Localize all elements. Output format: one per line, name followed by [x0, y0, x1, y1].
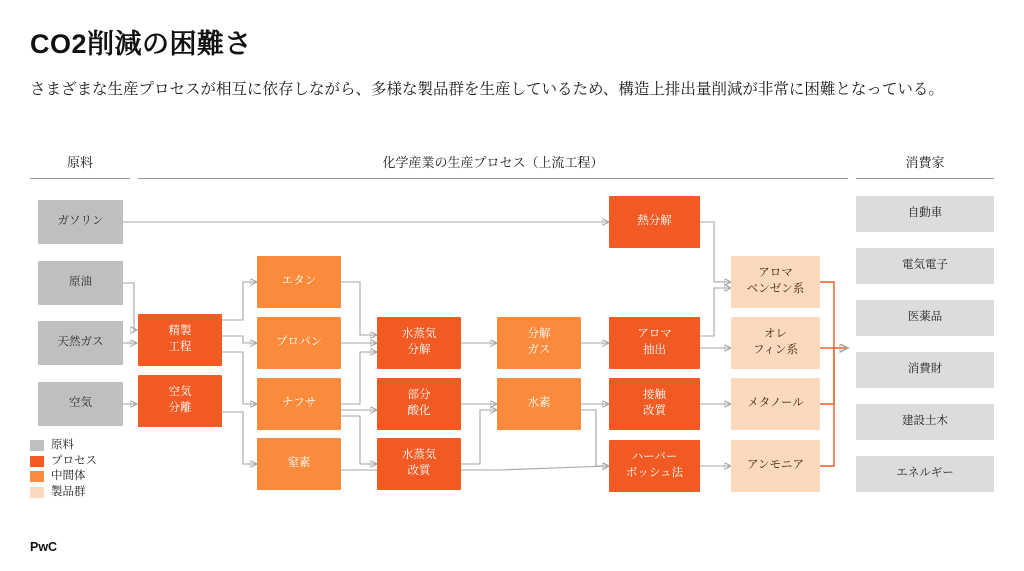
node-label: 建設土木	[902, 415, 948, 428]
node-intermediate-naphtha[interactable]	[257, 378, 341, 430]
node-process-steam-reforming[interactable]	[377, 438, 461, 490]
node-label-line1: 水蒸気	[401, 328, 437, 341]
node-label-line2: 改質	[407, 465, 431, 477]
node-label: 空気	[69, 397, 92, 410]
page-subtitle: さまざまな生産プロセスが相互に依存しながら、多様な製品群を生産しているため、構造上排出量削減が非常に困難となっている。	[30, 81, 944, 98]
node-label: 自動車	[907, 207, 943, 220]
node-label-line1: 分解	[527, 328, 551, 341]
node-raw-air[interactable]	[38, 382, 123, 426]
node-label: 窒素	[287, 457, 311, 470]
node-label: ナフサ	[281, 397, 317, 410]
node-label: 電気電子	[902, 259, 948, 272]
node-label: プロパン	[276, 336, 322, 349]
node-label-line2: ベンゼン系	[746, 283, 805, 295]
node-product-aromatics-benzene[interactable]	[731, 256, 820, 308]
legend-item-raw	[30, 440, 97, 452]
node-label: ガソリン	[57, 215, 104, 228]
node-label-line2: 分解	[407, 344, 431, 356]
node-label-line2: ガス	[527, 344, 551, 356]
node-consumer-automotive[interactable]	[856, 196, 994, 232]
brand-logo: PwC	[30, 540, 58, 554]
node-label: エタン	[281, 275, 317, 288]
node-label: 水素	[527, 397, 551, 410]
node-label-line2: 抽出	[643, 344, 666, 356]
node-label: メタノール	[747, 397, 804, 410]
node-label: 熱分解	[637, 215, 672, 228]
legend-swatch-icon	[30, 487, 44, 498]
node-label-line1: アロマ	[637, 328, 672, 341]
legend-label: 原料	[51, 439, 74, 451]
node-product-ammonia[interactable]	[731, 440, 820, 492]
node-label: 原油	[69, 276, 92, 289]
node-label-line2: 工程	[168, 341, 192, 353]
node-process-partial-oxidation[interactable]	[377, 378, 461, 430]
legend-swatch-icon	[30, 456, 44, 467]
legend-swatch-icon	[30, 440, 44, 451]
legend-item-intermediate	[30, 471, 97, 483]
node-label-line1: アロマ	[758, 267, 793, 280]
legend	[30, 440, 97, 502]
node-label: 天然ガス	[57, 336, 104, 349]
node-label: 消費財	[907, 363, 943, 376]
node-consumer-consumer-goods[interactable]	[856, 352, 994, 388]
legend-swatch-icon	[30, 471, 44, 482]
node-label-line2: 分離	[168, 402, 192, 414]
node-label-line1: オレ	[764, 328, 787, 341]
node-label-line1: 精製	[168, 325, 192, 338]
section-header-raw: 原料	[30, 152, 130, 179]
section-header-process: 化学産業の生産プロセス（上流工程）	[138, 152, 848, 179]
node-product-methanol[interactable]	[731, 378, 820, 430]
node-label-line2: 酸化	[407, 405, 431, 417]
node-intermediate-cracked-gas[interactable]	[497, 317, 581, 369]
node-intermediate-ethane[interactable]	[257, 256, 341, 308]
node-process-pyrolysis[interactable]	[609, 196, 700, 248]
node-raw-gasoline[interactable]	[38, 200, 123, 244]
legend-label: プロセス	[51, 454, 97, 467]
node-label-line1: ハーバー	[631, 451, 678, 464]
legend-label: 中間体	[51, 470, 86, 482]
node-process-refining[interactable]	[138, 314, 222, 366]
node-intermediate-nitrogen[interactable]	[257, 438, 341, 490]
node-process-aromatics-extraction[interactable]	[609, 317, 700, 369]
node-intermediate-hydrogen[interactable]	[497, 378, 581, 430]
node-label-line1: 水蒸気	[401, 449, 437, 462]
node-label-line1: 部分	[407, 389, 431, 402]
legend-item-product	[30, 487, 97, 499]
node-intermediate-propane[interactable]	[257, 317, 341, 369]
node-label-line2: 改質	[643, 405, 666, 417]
node-raw-natural-gas[interactable]	[38, 321, 123, 365]
node-label: 医薬品	[907, 311, 943, 324]
node-consumer-electronics[interactable]	[856, 248, 994, 284]
node-label-line2: フィン系	[752, 344, 799, 356]
node-process-air-separation[interactable]	[138, 375, 222, 427]
node-label-line1: 空気	[168, 386, 192, 399]
node-consumer-energy[interactable]	[856, 456, 994, 492]
node-process-catalytic-reforming[interactable]	[609, 378, 700, 430]
node-process-haber-bosch[interactable]	[609, 440, 700, 492]
node-raw-crude-oil[interactable]	[38, 261, 123, 305]
node-label-line1: 接触	[643, 389, 666, 402]
legend-label: 製品群	[51, 485, 86, 498]
legend-item-process	[30, 456, 97, 468]
node-label-line2: ボッシュ法	[625, 467, 684, 479]
node-product-olefins[interactable]	[731, 317, 820, 369]
section-header-consumer: 消費家	[856, 152, 994, 179]
node-label: エネルギー	[896, 467, 954, 480]
node-consumer-construction[interactable]	[856, 404, 994, 440]
node-process-steam-cracking[interactable]	[377, 317, 461, 369]
node-label: アンモニア	[746, 459, 805, 472]
page-title: CO2削減の困難さ	[30, 29, 253, 59]
node-consumer-pharma[interactable]	[856, 300, 994, 336]
